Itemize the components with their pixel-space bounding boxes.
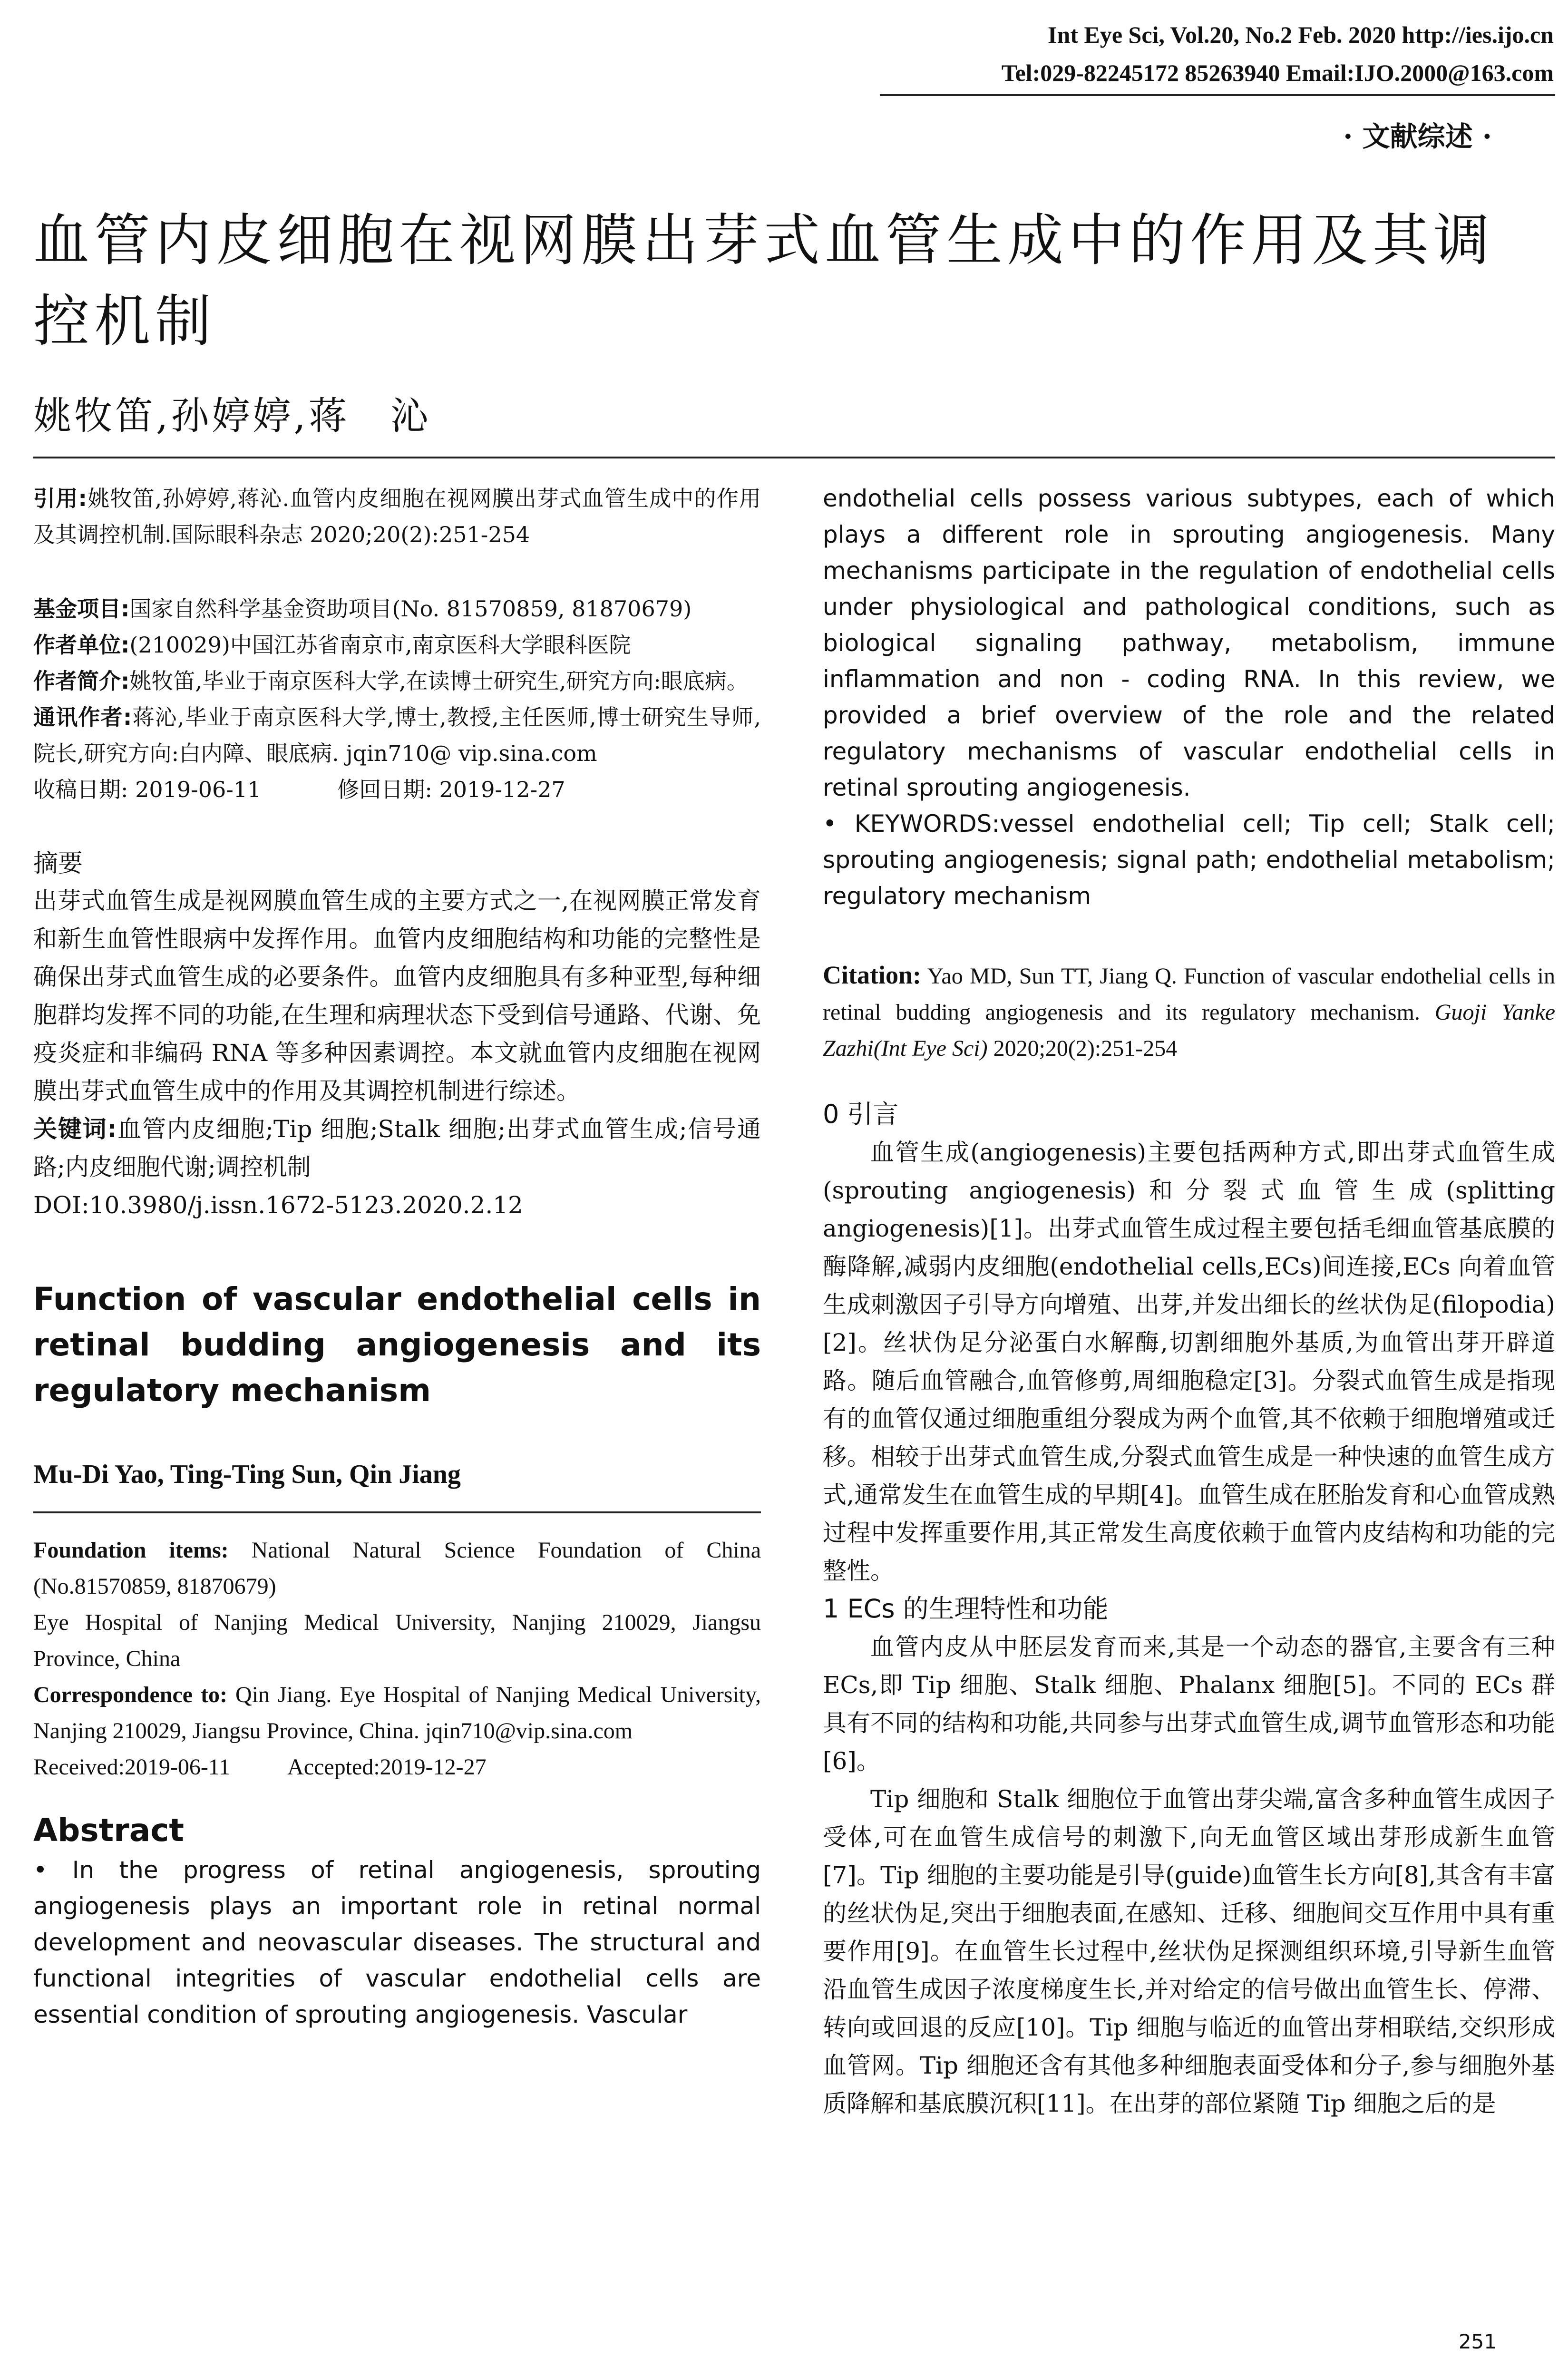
contact-header-line: Tel:029-82245172 85263940 Email:IJO.2000@163.com (1001, 59, 1554, 86)
foundation-en: Foundation items: National Natural Science Foundation of China (No.81570859, 81870679) (33, 1538, 761, 1599)
abstract-heading-en: Abstract (33, 1812, 184, 1849)
dates-cn: 收稿日期: 2019-06-11 修回日期: 2019-12-27 (33, 777, 565, 802)
keywords-cn: 关键词:血管内皮细胞;Tip 细胞;Stalk 细胞;出芽式血管生成;信号通路;内皮细胞代谢;调控机制 (33, 1115, 761, 1181)
citation-en: Citation: Yao MD, Sun TT, Jiang Q. Function of vascular endothelial cells in retinal budding angiogenesis and its regulatory mechanism. Guoji Yanke Zazhi(Int Eye Sci) 2020;20(2):251-254 (823, 961, 1555, 1061)
section-1-paragraph-2: Tip 细胞和 Stalk 细胞位于血管出芽尖端,富含多种血管生成因子受体,可在血管生成信号的刺激下,向无血管区域出芽形成新生血管[7]。Tip 细胞的主要功能是引导(guide)血管生长方向[8],其含有丰富的丝状伪足,突出于细胞表面,在感知、迁移、细胞间交互作用中具有重要作用[9]。在血管生长过程中,丝状伪足探测组织环境,引导新生血管沿血管生成因子浓度梯度生长,并对给定的信号做出血管生长、停滞、转向或回退的反应[10]。Tip 细胞与临近的血管出芽相联结,交织形成血管网。Tip 细胞还含有其他多种细胞表面受体和分子,参与细胞外基质降解和基底膜沉积[11]。在出芽的部位紧随 Tip 细胞之后的是 (823, 1785, 1555, 2117)
header-rule (880, 94, 1555, 96)
left-column (33, 480, 761, 2033)
title-rule (33, 457, 1555, 458)
article-title: 血管内皮细胞在视网膜出芽式血管生成中的作用及其调控机制 (33, 207, 1495, 354)
section-1-paragraph-1: 血管内皮从中胚层发育而来,其是一个动态的器官,主要含有三种 ECs,即 Tip 细胞、Stalk 细胞、Phalanx 细胞[5]。不同的 ECs 群具有不同的结构和功能,共同参与出芽式血管生成,调节血管形态和功能[6]。 (823, 1633, 1555, 1775)
journal-header-line: Int Eye Sci, Vol.20, No.2 Feb. 2020 http://ies.ijo.cn (1048, 21, 1554, 48)
english-title: Function of vascular endothelial cells in retinal budding angiogenesis and its regulatory mechanism (33, 1281, 761, 1409)
abstract-en-part1: • In the progress of retinal angiogenesis, sprouting angiogenesis plays an important role in retinal normal development and neovascular diseases. The structural and functional integrities of vascular endothelial cells are essential condition of sprouting angiogenesis. Vascular (33, 1856, 761, 2028)
page-number: 251 (1458, 2330, 1497, 2353)
abstract-en-part2: endothelial cells possess various subtypes, each of which plays a different role in sprouting angiogenesis. Many mechanisms participate in the regulation of endothelial cells under physiological and pathological conditions, such as biological signaling pathway, metabolism, immune inflammation and non - coding RNA. In this review, we provided a brief overview of the role and the related regulatory mechanisms of vascular endothelial cells in retinal sprouting angiogenesis. (823, 485, 1555, 801)
correspondence-en: Correspondence to: Qin Jiang. Eye Hospital of Nanjing Medical University, Nanjing 210029, Jiangsu Province, China. jqin710@vip.sina.com (33, 1682, 761, 1744)
keywords-en: • KEYWORDS:vessel endothelial cell; Tip cell; Stalk cell; sprouting angiogenesis; signal path; endothelial metabolism; regulatory mechanism (823, 810, 1555, 910)
english-authors: Mu-Di Yao, Ting-Ting Sun, Qin Jiang (33, 1460, 461, 1489)
section-1-heading: 1 ECs 的生理特性和功能 (823, 1594, 1109, 1624)
unit-cn: 作者单位:(210029)中国江苏省南京市,南京医科大学眼科医院 (33, 632, 631, 658)
fund-cn: 基金项目:国家自然科学基金资助项目(No. 81570859, 81870679) (33, 596, 692, 622)
corr-cn: 通讯作者:蒋沁,毕业于南京医科大学,博士,教授,主任医师,博士研究生导师,院长,研究方向:白内障、眼底病. jqin710@ vip.sina.com (33, 704, 761, 766)
affiliation-en: Eye Hospital of Nanjing Medical University, Nanjing 210029, Jiangsu Province, China (33, 1610, 761, 1671)
abstract-text-cn: 出芽式血管生成是视网膜血管生成的主要方式之一,在视网膜正常发育和新生血管性眼病中发挥作用。血管内皮细胞结构和功能的完整性是确保出芽式血管生成的必要条件。血管内皮细胞具有多种亚型,每种细胞群均发挥不同的功能,在生理和病理状态下受到信号通路、代谢、免疫炎症和非编码 RNA 等多种因素调控。本文就血管内皮细胞在视网膜出芽式血管生成中的作用及其调控机制进行综述。 (33, 887, 761, 1105)
citation-cn: 引用:姚牧笛,孙婷婷,蒋沁.血管内皮细胞在视网膜出芽式血管生成中的作用及其调控机制.国际眼科杂志 2020;20(2):251-254 (33, 486, 761, 547)
abstract-heading-cn: 摘要 (33, 849, 83, 878)
dates-en: Received:2019-06-11 Accepted:2019-12-27 (33, 1754, 487, 1780)
section-label: · 文献综述 · (1343, 120, 1492, 153)
right-column (823, 480, 1555, 2123)
section-0-paragraph: 血管生成(angiogenesis)主要包括两种方式,即出芽式血管生成(sprouting angiogenesis)和分裂式血管生成(splitting angiogenesis)[1]。出芽式血管生成过程主要包括毛细血管基底膜的酶降解,减弱内皮细胞(endothelial cells,ECs)间连接,ECs 向着血管生成刺激因子引导方向增殖、出芽,并发出细长的丝状伪足(filopodia)[2]。丝状伪足分泌蛋白水解酶,切割细胞外基质,为血管出芽开辟道路。随后血管融合,血管修剪,周细胞稳定[3]。分裂式血管生成是指现有的血管仅通过细胞重组分裂成为两个血管,其不依赖于细胞增殖或迁移。相较于出芽式血管生成,分裂式血管生成是一种快速的血管生成方式,通常发生在血管生成的早期[4]。血管生成在胚胎发育和心血管成熟过程中发挥重要作用,其正常发生高度依赖于血管内皮结构和功能的完整性。 (823, 1139, 1555, 1585)
doi: DOI:10.3980/j.issn.1672-5123.2020.2.12 (33, 1191, 523, 1219)
section-0-heading: 0 引言 (823, 1099, 899, 1129)
authors-cn: 姚牧笛,孙婷婷,蒋 沁 (33, 394, 431, 438)
bio-cn: 作者简介:姚牧笛,毕业于南京医科大学,在读博士研究生,研究方向:眼底病。 (33, 668, 749, 694)
